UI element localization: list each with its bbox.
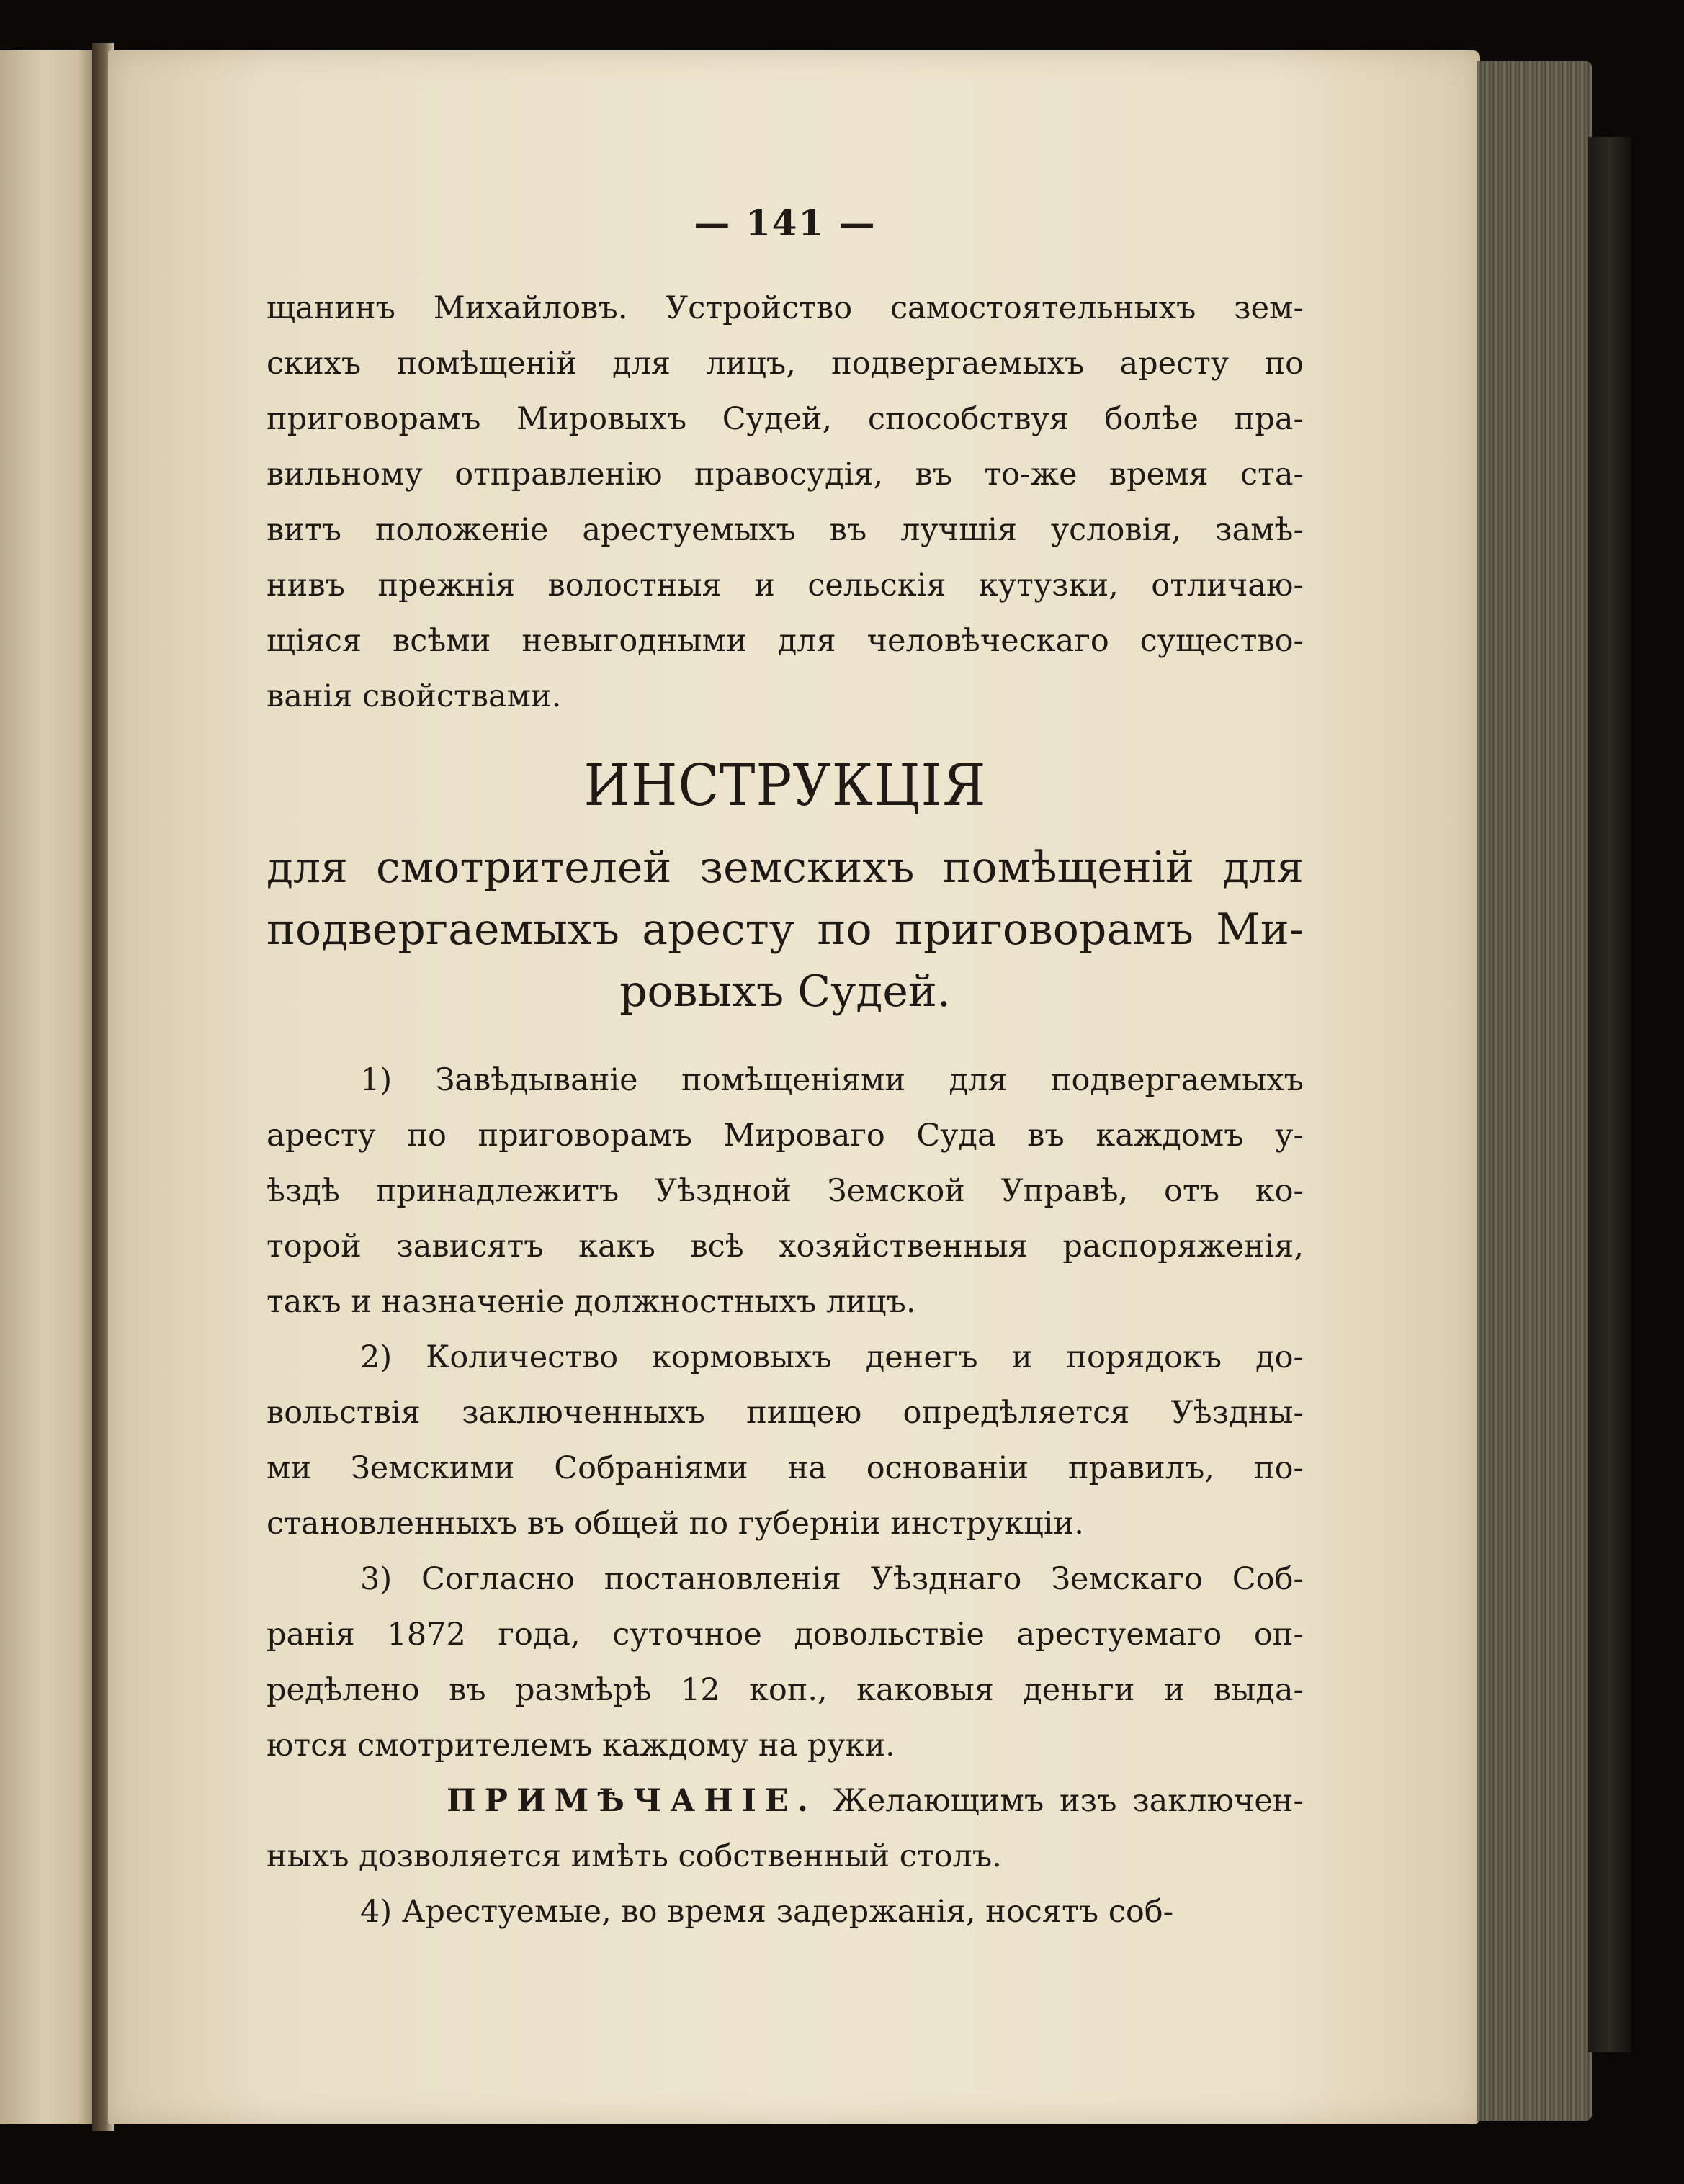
clause-1 xyxy=(267,1053,1304,1330)
page-block-edges xyxy=(1477,61,1592,2121)
clause-2 xyxy=(267,1330,1304,1552)
page-number: — 141 — xyxy=(694,202,877,244)
instruction-title: ИНСТРУКЦІЯ xyxy=(583,752,987,819)
subtitle-line: для смотрителей земскихъ помѣщеній для xyxy=(267,842,1304,893)
text-line: вильному отправленію правосудія, въ то-же время ста- xyxy=(267,457,1304,493)
subtitle-line: ровыхъ Судей. xyxy=(619,966,951,1017)
text-line: нивъ прежнія волостныя и сельскія кутузки, отличаю- xyxy=(267,567,1304,603)
book-cover-edge xyxy=(1588,137,1631,2052)
text-line: такъ и назначеніе должностныхъ лицъ. xyxy=(267,1284,916,1320)
note-first-line xyxy=(267,1774,1304,1829)
text-line: ми Земскими Собраніями на основаніи правилъ, по- xyxy=(267,1450,1304,1486)
text-line: витъ положеніе арестуемыхъ въ лучшія условія, замѣ- xyxy=(267,512,1304,548)
text-line: торой зависятъ какъ всѣ хозяйственныя распоряженія, xyxy=(267,1228,1304,1264)
text-line: приговорамъ Мировыхъ Судей, способствуя болѣе пра- xyxy=(267,401,1304,437)
clause-4 xyxy=(267,1884,1304,1940)
note-label: ПРИМѢЧАНІЕ. xyxy=(447,1783,817,1819)
text-line: ванія свойствами. xyxy=(267,678,562,714)
page-text-block xyxy=(267,202,1304,1940)
text-line: становленныхъ въ общей по губерніи инструкціи. xyxy=(267,1506,1084,1542)
note-text: Желающимъ изъ заключен- xyxy=(832,1783,1304,1819)
text-line: 4) Арестуемые, во время задержанія, носятъ соб- xyxy=(360,1894,1174,1930)
text-line: 2) Количество кормовыхъ денегъ и порядокъ до- xyxy=(360,1339,1304,1375)
text-line: 1) Завѣдываніе помѣщеніями для подвергаемыхъ xyxy=(360,1062,1304,1098)
facing-page-edge xyxy=(0,50,97,2124)
text-line: скихъ помѣщеній для лицъ, подвергаемыхъ аресту по xyxy=(267,346,1304,382)
text-line: щіяся всѣми невыгодными для человѣческаго существо- xyxy=(267,623,1304,659)
text-line: аресту по приговорамъ Мироваго Суда въ каждомъ у- xyxy=(267,1118,1304,1154)
text-line: щанинъ Михайловъ. Устройство самостоятельныхъ зем- xyxy=(267,290,1304,326)
text-line: 3) Согласно постановленія Уѣзднаго Земскаго Соб- xyxy=(360,1561,1304,1597)
text-line: ныхъ дозволяется имѣть собственный столъ. xyxy=(267,1838,1002,1874)
text-line: ются смотрителемъ каждому на руки. xyxy=(267,1727,895,1763)
text-line: ранія 1872 года, суточное довольствіе арестуемаго оп- xyxy=(267,1617,1304,1653)
subtitle-line: подвергаемыхъ аресту по приговорамъ Ми- xyxy=(267,904,1304,955)
instruction-subtitle xyxy=(267,837,1304,1023)
note-paragraph xyxy=(267,1774,1304,1884)
text-line: вольствія заключенныхъ пищею опредѣляется Уѣздны- xyxy=(267,1395,1304,1431)
text-line: редѣлено въ размѣрѣ 12 коп., каковыя деньги и выда- xyxy=(267,1672,1304,1708)
clause-3 xyxy=(267,1552,1304,1774)
intro-paragraph xyxy=(267,281,1304,724)
text-line: ѣздѣ принадлежитъ Уѣздной Земской Управѣ, отъ ко- xyxy=(267,1173,1304,1209)
